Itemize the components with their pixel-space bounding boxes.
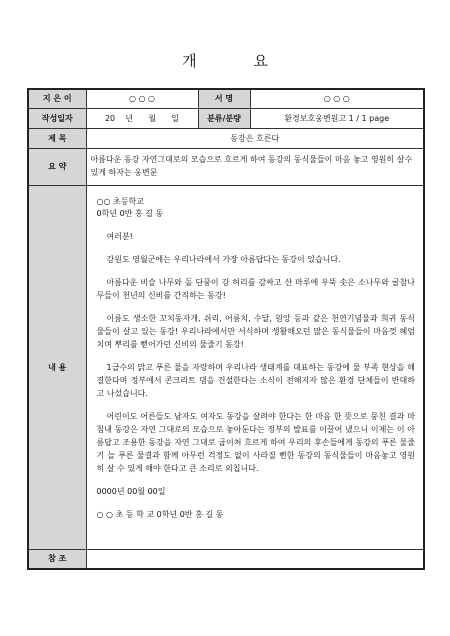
author-value: ○ ○ ○ (86, 89, 198, 108)
subject-label: 제 목 (28, 128, 86, 148)
content-paragraph-5: 어린이도 어른들도 남자도 여자도 동강을 살려야 한다는 한 마음 한 뜻으로 뭉친 결과 마침내 동강은 자연 그대로의 모습으로 놓아둔다는 정부의 발표를 이끌어 냈으니 이제는 이 아름답고 조용한 동강을 자연 그대로 굽이쳐 흐르게 하여 우리의 후손들에게 동강의 푸른 물줄기 늘 푸른 물결과 함께 아무런 걱정도 없이 사라질 뻔한 동강의 동식물들이 마음놓고 영원히 살 수 있게 해야 한다고 큰 소리로 외칩니다. (96, 411, 415, 473)
reference-label: 참 조 (28, 549, 86, 569)
author-label: 지 은 이 (28, 89, 86, 108)
summary-value: 아름다운 동강 자연그대로의 모습으로 흐르게 하여 동강의 동식물들이 마음 놓고 영원히 살수 있게 하자는 웅변문 (86, 148, 424, 185)
date-value: 20 년 월 일 (86, 108, 198, 128)
category-value: 환경보호웅변원고 1 / 1 page (250, 108, 424, 128)
book-title-value: ○ ○ ○ (250, 89, 424, 108)
date-label: 작성일자 (28, 108, 86, 128)
content-paragraph-1: 강원도 영월군에는 우리나라에서 가장 아름답다는 동강이 있습니다. (106, 255, 341, 265)
content-school: ○○ 초등학교 (96, 196, 144, 206)
content-signature: ○ ○ 초 등 학 교 0학년 0반 홍 길 동 (96, 509, 224, 519)
content-student: 0학년 0반 홍 길 동 (96, 209, 164, 219)
book-title-label: 서 명 (198, 89, 250, 108)
content-greeting: 여러분! (106, 232, 133, 242)
content-body (86, 185, 424, 549)
content-date: 0000년 00월 00일 (96, 486, 166, 496)
content-paragraph-4: 1급수의 맑고 푸른 물을 자랑하며 우리나라 생태계를 대표하는 동강에 물 부족 현상을 해결한다며 정부에서 콘크리트 댐을 건설한다는 소식이 전해지자 많은 환경 단체들이 반대하고 나섰습니다. (96, 363, 415, 398)
content-paragraph-2: 아름다운 비슬 나무와 돌 단풍이 강 허리를 감싸고 산 마루에 우뚝 솟은 소나무와 굴참나무들이 천년의 신비를 간직하는 동강! (96, 278, 415, 301)
reference-value (86, 549, 424, 569)
summary-form-table (27, 88, 425, 570)
subject-value: 동강은 흐른다 (86, 128, 424, 148)
category-label: 분류/분량 (198, 108, 250, 128)
document-title: 개 요 (182, 52, 294, 70)
content-label: 내 용 (28, 185, 86, 549)
content-paragraph-3: 이름도 생소한 꼬치동자개, 쉬리, 어름치, 수달, 원앙 등과 같은 천연기념물과 희귀 동식물들이 살고 있는 동강! 우리나라에서만 서식하며 생활해오던 많은 동식물들이 마음껏 헤엄치며 뿌리를 뻗어가던 신비의 물줄기 동강! (96, 314, 415, 350)
summary-label: 요 약 (28, 148, 86, 185)
